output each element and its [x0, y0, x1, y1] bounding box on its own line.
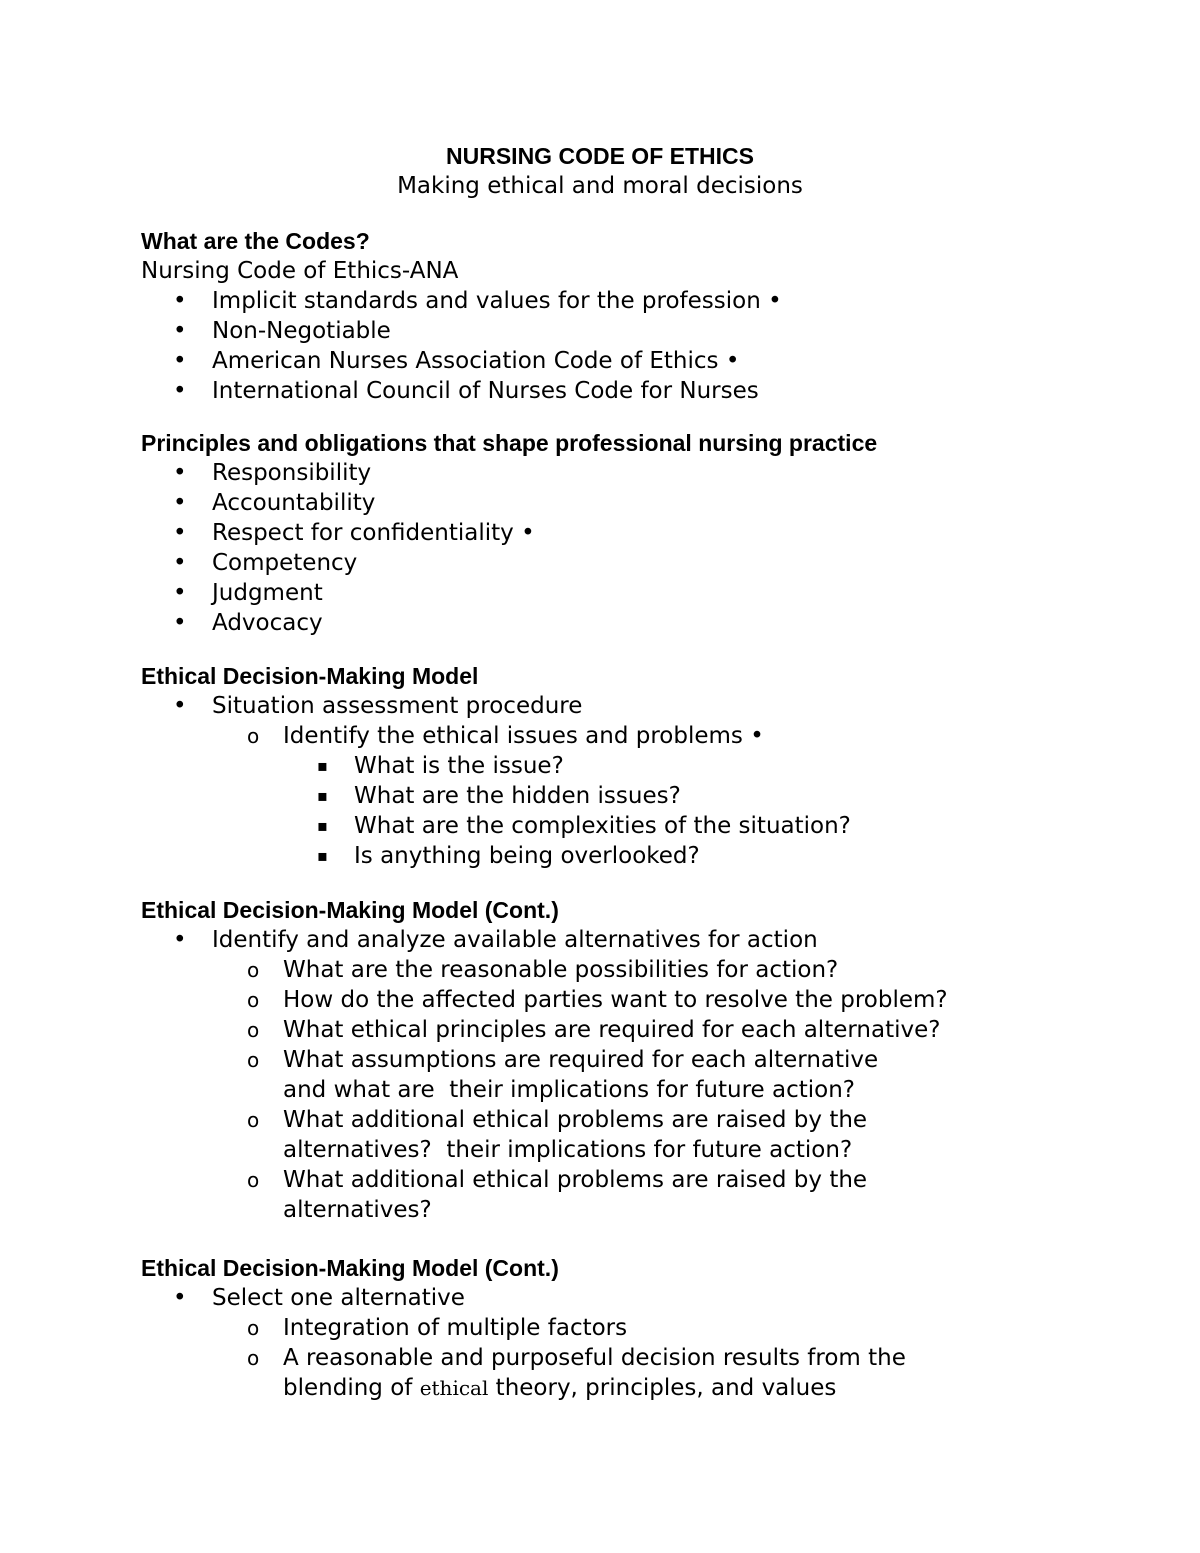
list-item-text: Responsibility	[212, 460, 372, 486]
list-item-text: Identify the ethical issues and problems •	[283, 723, 764, 749]
bullet-marker: •	[173, 610, 187, 636]
section-decision-model-cont	[141, 895, 1161, 1225]
circle-marker: o	[247, 1108, 260, 1132]
sub-list-item	[141, 1343, 988, 1403]
list-item-text: Judgment	[212, 580, 323, 606]
bullet-marker: •	[173, 1285, 187, 1311]
section-heading: What are the Codes?	[141, 228, 370, 254]
list-item-text: What are the hidden issues?	[354, 783, 681, 809]
bullet-marker: •	[173, 378, 187, 404]
section-heading: Ethical Decision-Making Model (Cont.)	[141, 1255, 559, 1281]
bullet-list	[141, 691, 1161, 871]
bullet-marker: •	[173, 348, 187, 374]
circle-marker: o	[247, 724, 260, 748]
bullet-list	[141, 286, 1161, 406]
sub-list-item	[141, 955, 1161, 985]
list-item	[141, 578, 1161, 608]
bullet-marker: •	[173, 318, 187, 344]
sub-list-item	[141, 985, 1161, 1015]
bullet-list	[141, 458, 1161, 638]
list-item-text: Identify and analyze available alternatives for action	[212, 927, 818, 953]
list-item-text: What assumptions are required for each alternative and what are their implications for future action?	[283, 1047, 886, 1103]
bullet-marker: •	[173, 580, 187, 606]
section-decision-model	[141, 661, 1161, 871]
circle-marker: o	[247, 1018, 260, 1042]
document-subtitle: Making ethical and moral decisions	[397, 173, 803, 199]
bullet-marker: •	[173, 288, 187, 314]
sub-list-item	[141, 721, 1161, 751]
bullet-marker: •	[173, 693, 187, 719]
list-item-text: What additional ethical problems are raised by the alternatives? their implications for future action?	[283, 1107, 875, 1163]
list-item	[141, 608, 1161, 638]
circle-marker: o	[247, 1048, 260, 1072]
list-item-text: What are the complexities of the situation?	[354, 813, 851, 839]
list-item-text: How do the affected parties want to resolve the problem?	[283, 987, 948, 1013]
sub-list-item	[141, 1105, 903, 1165]
sub-sub-list-item	[141, 811, 1161, 841]
list-item	[141, 458, 1161, 488]
sub-list-item	[141, 1045, 886, 1105]
list-item-text: Advocacy	[212, 610, 323, 636]
bullet-marker: •	[173, 520, 187, 546]
list-item	[141, 376, 1161, 406]
list-item-text: Competency	[212, 550, 358, 576]
section-select-alternative	[141, 1253, 1161, 1403]
list-item-text: Select one alternative	[212, 1285, 465, 1311]
list-item	[141, 488, 1161, 518]
circle-marker: o	[247, 958, 260, 982]
circle-marker: o	[247, 1346, 260, 1370]
circle-marker: o	[247, 1316, 260, 1340]
list-item	[141, 548, 1161, 578]
sub-sub-list-item	[141, 841, 1161, 871]
sub-list-item	[141, 1165, 883, 1225]
list-item-text: International Council of Nurses Code for Nurses	[212, 378, 759, 404]
square-marker: ▪	[317, 846, 328, 865]
bullet-marker: •	[173, 490, 187, 516]
bullet-list	[141, 925, 1161, 1225]
list-item-text: Implicit standards and values for the profession •	[212, 288, 782, 314]
circle-marker: o	[247, 1168, 260, 1192]
list-item-text: What are the reasonable possibilities for action?	[283, 957, 839, 983]
bullet-marker: •	[173, 550, 187, 576]
list-item-text: Non-Negotiable	[212, 318, 391, 344]
list-item-text: American Nurses Association Code of Ethics •	[212, 348, 740, 374]
list-item	[141, 346, 1161, 376]
list-item	[141, 286, 1161, 316]
square-marker: ▪	[317, 786, 328, 805]
square-marker: ▪	[317, 756, 328, 775]
list-item	[141, 1283, 1161, 1313]
list-item	[141, 316, 1161, 346]
list-item-text: Situation assessment procedure	[212, 693, 583, 719]
section-heading: Ethical Decision-Making Model (Cont.)	[141, 897, 559, 923]
circle-marker: o	[247, 988, 260, 1012]
list-item	[141, 691, 1161, 721]
list-item	[141, 518, 1161, 548]
section-principles	[141, 428, 1161, 638]
section-heading: Ethical Decision-Making Model	[141, 663, 479, 689]
bullet-marker: •	[173, 460, 187, 486]
list-item-text: What ethical principles are required for each alternative?	[283, 1017, 941, 1043]
list-item-text: Is anything being overlooked?	[354, 843, 700, 869]
list-item-text: Accountability	[212, 490, 376, 516]
sub-list-item	[141, 1015, 1161, 1045]
list-item-text: What is the issue?	[354, 753, 564, 779]
list-item-text: What additional ethical problems are raised by the alternatives?	[283, 1167, 875, 1223]
section-heading: Principles and obligations that shape professional nursing practice	[141, 430, 878, 456]
bullet-list	[141, 1283, 1161, 1403]
section-codes	[141, 226, 1161, 406]
section-intro: Nursing Code of Ethics-ANA	[141, 258, 459, 284]
sub-sub-list-item	[141, 781, 1161, 811]
sub-sub-list-item	[141, 751, 1161, 781]
list-item-text: Respect for confidentiality •	[212, 520, 535, 546]
square-marker: ▪	[317, 816, 328, 835]
list-item-text: theory, principles, and values	[488, 1375, 837, 1401]
list-item-text: A reasonable and purposeful decision results from the blending of	[283, 1345, 914, 1401]
bullet-marker: •	[173, 927, 187, 953]
document-title: NURSING CODE OF ETHICS	[446, 143, 754, 169]
sub-list-item	[141, 1313, 1161, 1343]
list-item	[141, 925, 1161, 955]
list-item-text: Integration of multiple factors	[283, 1315, 628, 1341]
serif-word: ethical	[419, 1376, 489, 1400]
